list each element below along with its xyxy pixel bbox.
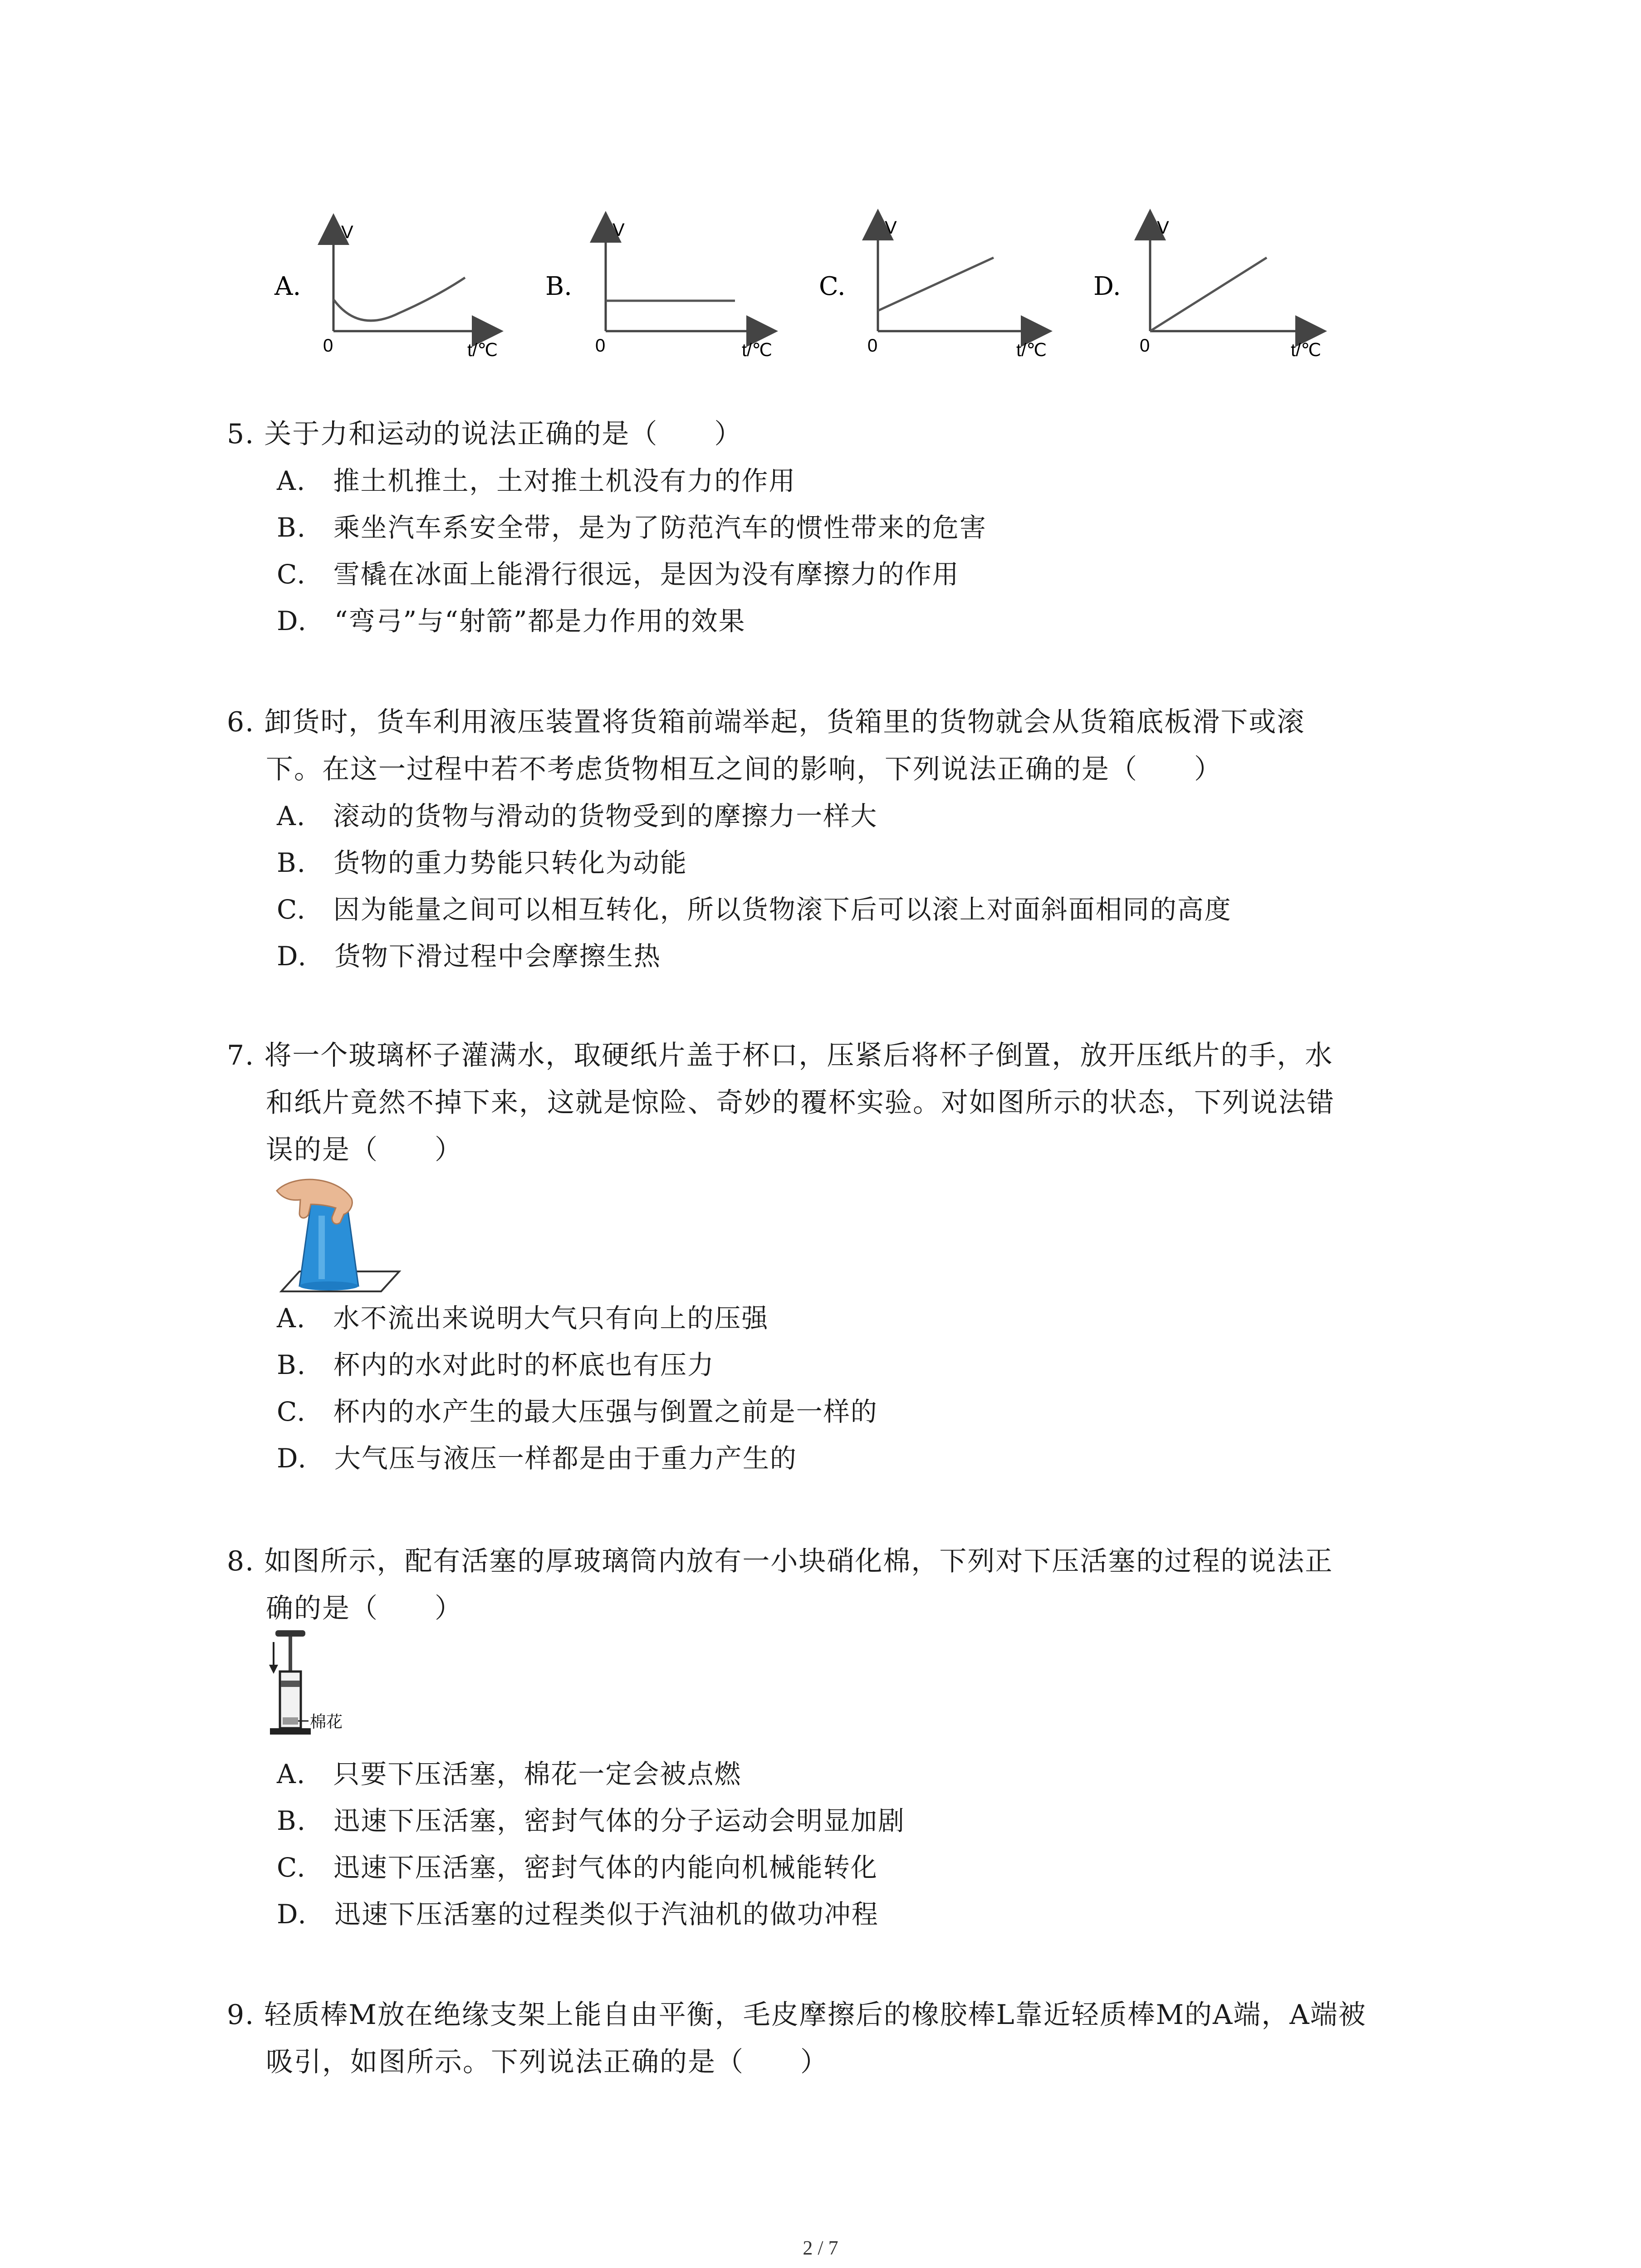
question-7-option-d: D. 大气压与液压一样都是由于重力产生的 (277, 1443, 797, 1474)
piston-handle (275, 1630, 305, 1637)
piston-tube-figure (265, 1628, 370, 1746)
question-5-option-b: B. 乘坐汽车系安全带，是为了防范汽车的惯性带来的危害 (277, 512, 987, 543)
graph-a-x-label: t/℃ (467, 340, 498, 360)
graph-c-curve (878, 258, 994, 311)
question-7-stem-line-2: 和纸片竟然不掉下来，这就是惊险、奇妙的覆杯实验。对如图所示的状态，下列说法错 (266, 1087, 1335, 1119)
graph-b-letter: B. (545, 272, 572, 301)
tube-base (270, 1728, 311, 1735)
graph-c (819, 218, 1047, 360)
question-6-option-b: B. 货物的重力势能只转化为动能 (277, 847, 688, 878)
question-8-option-b: B. 迅速下压活塞，密封气体的分子运动会明显加剧 (277, 1805, 906, 1836)
question-7-option-b: B. 杯内的水对此时的杯底也有压力 (277, 1349, 715, 1380)
piston-head (281, 1681, 300, 1687)
question-7-options (227, 1295, 1452, 1482)
cotton-label: 棉花 (310, 1712, 343, 1731)
question-5 (227, 411, 1452, 645)
graph-a-y-label: V (341, 222, 353, 242)
graph-c-y-label: V (885, 218, 897, 238)
graph-d-letter: D. (1093, 272, 1121, 301)
graph-c-letter: C. (819, 272, 846, 301)
question-8-options (227, 1751, 1452, 1938)
down-arrow-icon (269, 1665, 278, 1674)
question-9-stem-line-1: 9. 轻质棒M放在绝缘支架上能自由平衡，毛皮摩擦后的橡胶棒L靠近轻质棒M的A端，A端被 (227, 1999, 1367, 2031)
graph-b-y-label: V (612, 220, 625, 240)
question-9 (227, 1991, 1452, 2086)
graph-b-origin: 0 (595, 336, 606, 356)
graph-d (1093, 218, 1321, 360)
question-9-stem-line-2: 吸引，如图所示。下列说法正确的是（ ） (266, 2046, 828, 2078)
question-6 (227, 699, 1452, 980)
graph-c-x-label: t/℃ (1016, 340, 1047, 360)
question-8-stem-line-2: 确的是（ ） (266, 1593, 463, 1624)
question-5-stem: 5. 关于力和运动的说法正确的是（ ） (227, 418, 743, 450)
graph-d-x-label: t/℃ (1291, 340, 1322, 360)
page-number: 2 / 7 (803, 2237, 838, 2259)
question-7-stem-line-3: 误的是（ ） (266, 1134, 463, 1166)
glass-mouth (299, 1281, 358, 1290)
question-6-stem-line-1: 6. 卸货时，货车利用液压装置将货箱前端举起，货箱里的货物就会从货箱底板滑下或滚 (227, 706, 1305, 738)
question-6-option-c: C. 因为能量之间可以相互转化，所以货物滚下后可以滚上对面斜面相同的高度 (277, 894, 1232, 925)
question-5-option-c: C. 雪橇在冰面上能滑行很远，是因为没有摩擦力的作用 (277, 559, 960, 590)
glass-highlight (318, 1216, 325, 1279)
graph-a (274, 222, 498, 360)
cotton-piece (283, 1717, 298, 1725)
inverted-glass-figure (268, 1173, 404, 1309)
water-glass (299, 1204, 358, 1286)
graph-a-letter: A. (274, 272, 301, 301)
question-7 (227, 1032, 1452, 1173)
question-6-stem-line-2: 下。在这一过程中若不考虑货物相互之间的影响，下列说法正确的是（ ） (266, 753, 1222, 785)
graph-a-origin: 0 (323, 336, 333, 356)
graph-d-origin: 0 (1140, 336, 1150, 356)
graph-b (545, 220, 772, 360)
question-7-option-a: A. 水不流出来说明大气只有向上的压强 (277, 1303, 769, 1334)
graph-a-curve (333, 278, 465, 321)
graph-d-curve (1150, 258, 1267, 331)
question-5-option-d: D. “弯弓”与“射箭”都是力作用的效果 (277, 606, 746, 636)
question-8-option-c: C. 迅速下压活塞，密封气体的内能向机械能转化 (277, 1852, 878, 1883)
graph-c-origin: 0 (867, 336, 878, 356)
graph-b-x-label: t/℃ (742, 340, 773, 360)
question-6-option-d: D. 货物下滑过程中会摩擦生热 (277, 941, 661, 972)
question-6-option-a: A. 滚动的货物与滑动的货物受到的摩擦力一样大 (277, 801, 878, 831)
question-8-stem-line-1: 8. 如图所示，配有活塞的厚玻璃筒内放有一小块硝化棉，下列对下压活塞的过程的说法正 (227, 1545, 1333, 1577)
question-8 (227, 1538, 1452, 1632)
question-8-option-a: A. 只要下压活塞，棉花一定会被点燃 (277, 1759, 742, 1789)
graph-options (0, 0, 1641, 408)
question-7-stem-line-1: 7. 将一个玻璃杯子灌满水，取硬纸片盖于杯口，压紧后将杯子倒置，放开压纸片的手，水 (227, 1040, 1333, 1071)
graph-d-y-label: V (1157, 218, 1169, 238)
question-5-option-a: A. 推土机推土，土对推土机没有力的作用 (277, 465, 796, 496)
question-8-option-d: D. 迅速下压活塞的过程类似于汽油机的做功冲程 (277, 1899, 879, 1930)
question-7-option-c: C. 杯内的水产生的最大压强与倒置之前是一样的 (277, 1396, 878, 1427)
